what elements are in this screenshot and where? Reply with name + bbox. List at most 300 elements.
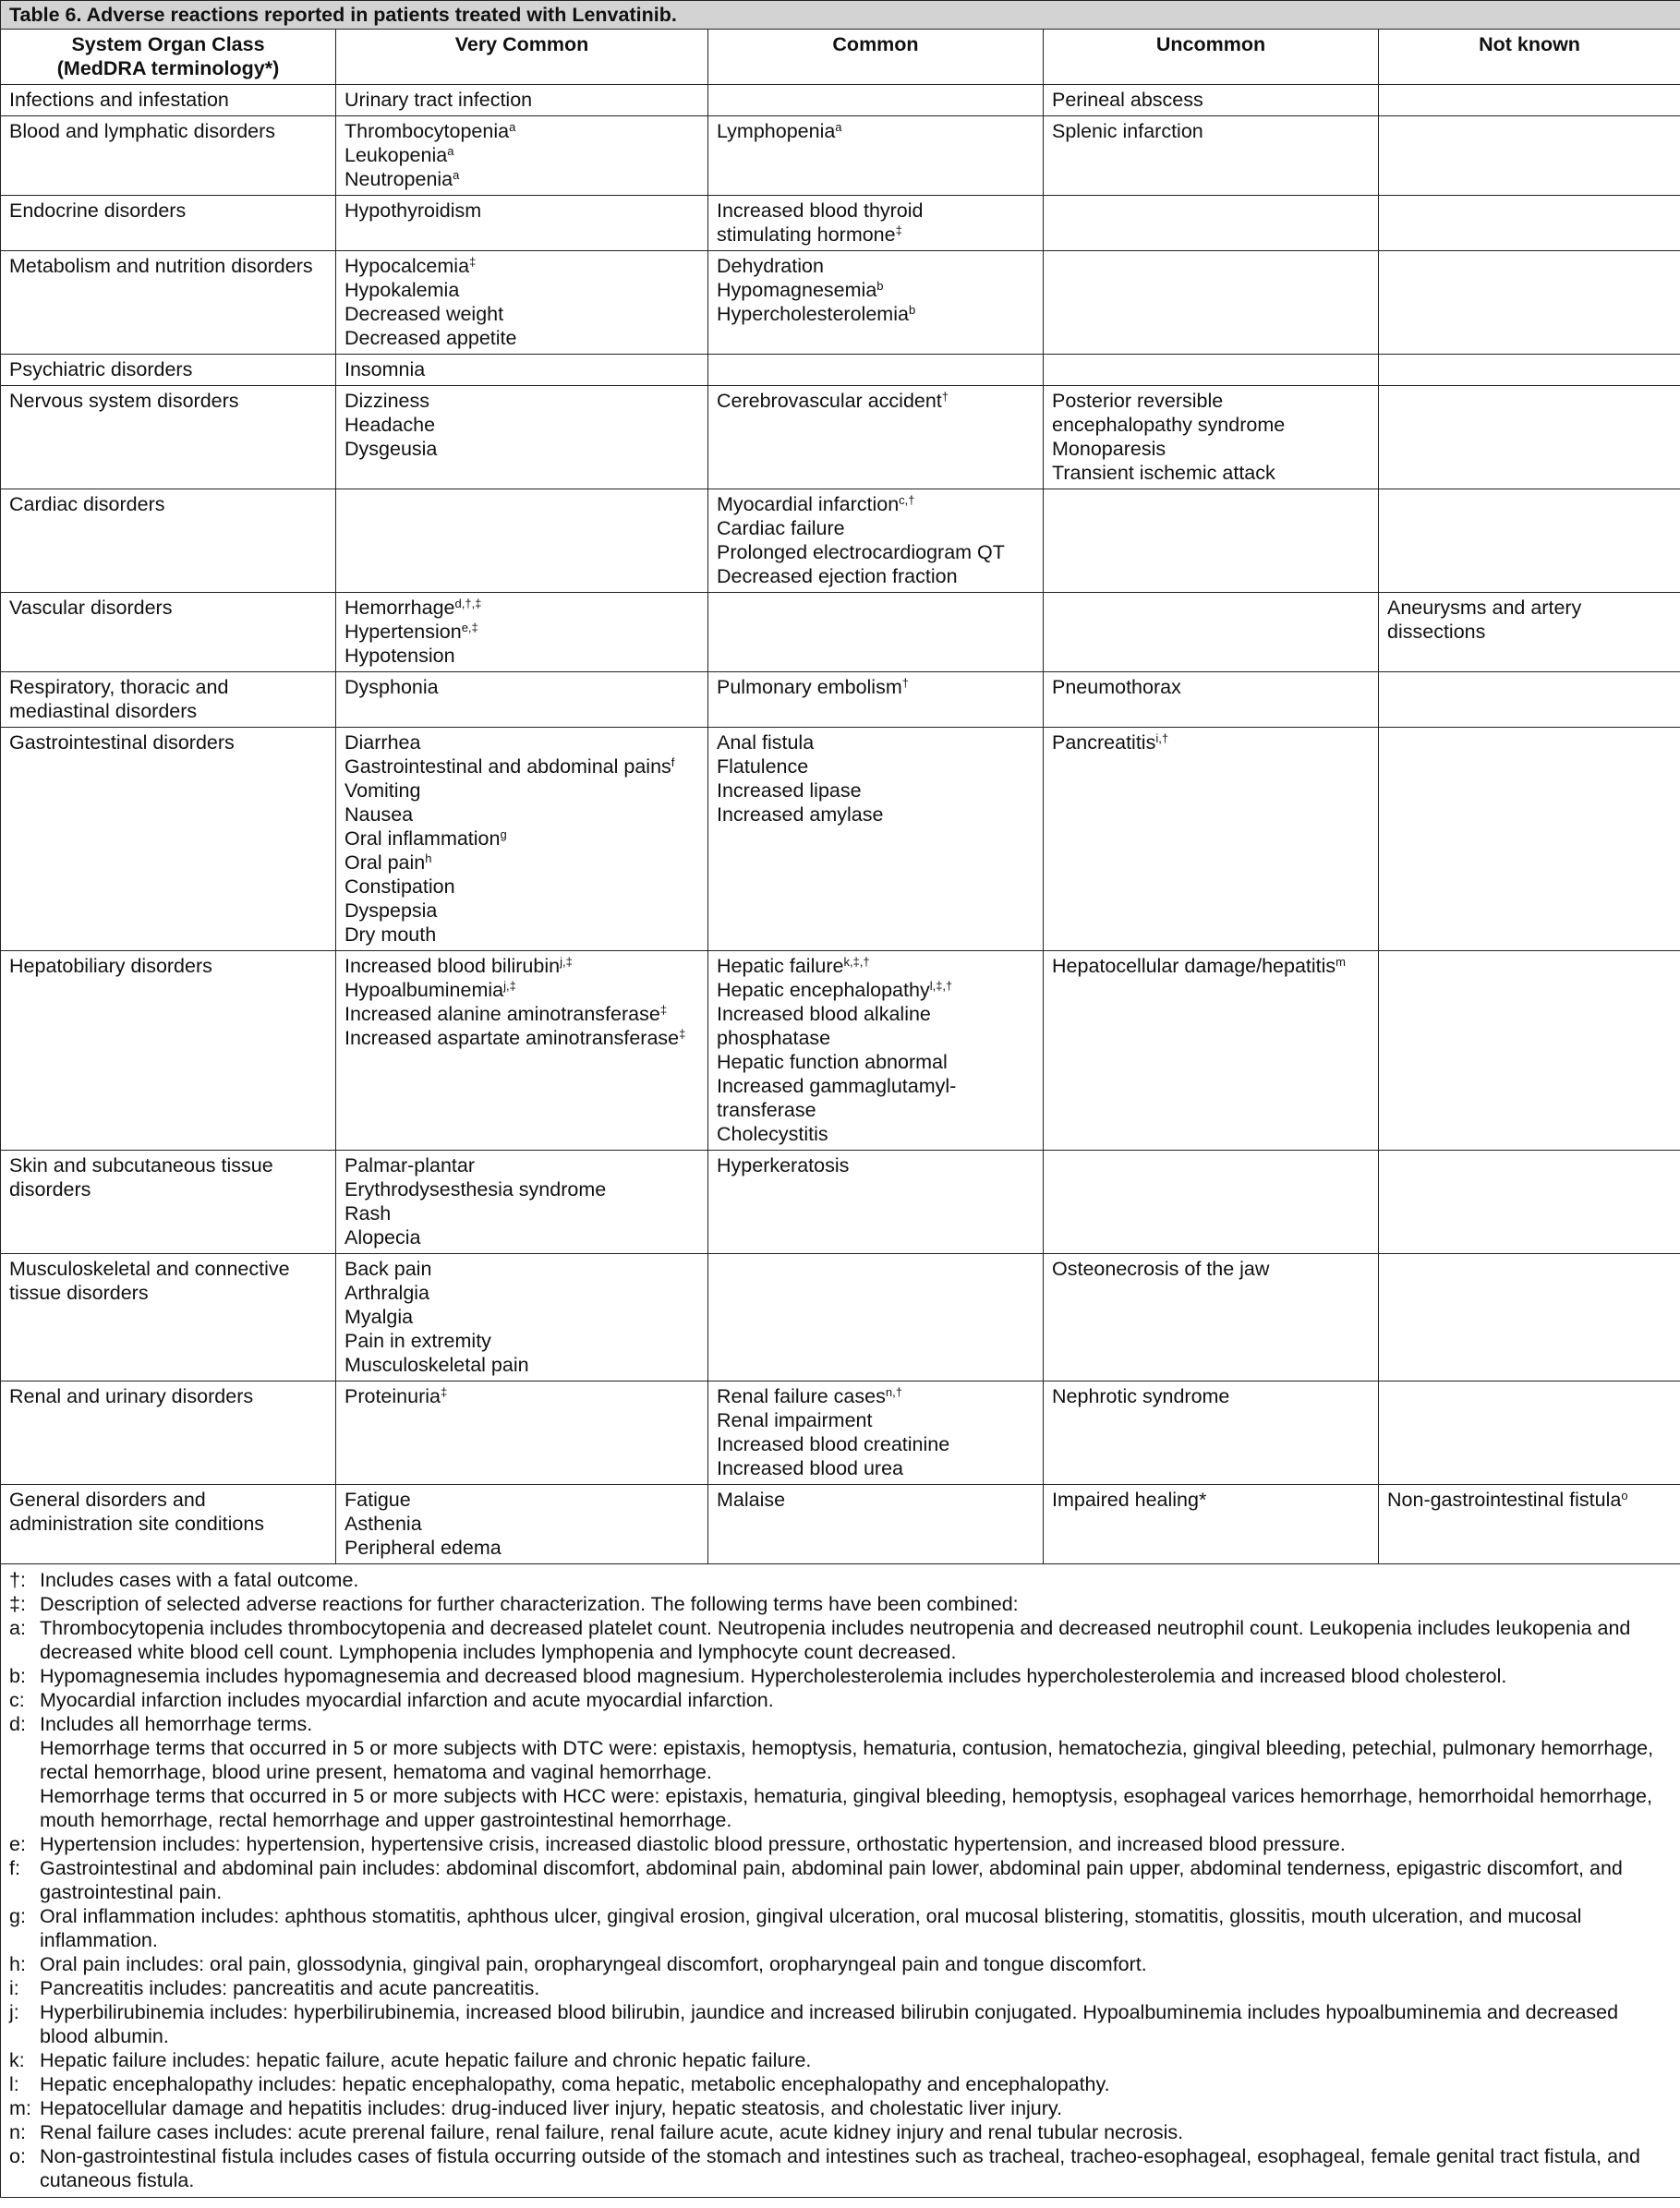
reaction-text: Myalgia bbox=[344, 1306, 414, 1328]
uncommon-cell bbox=[1044, 1151, 1379, 1254]
title-row bbox=[1, 1, 1680, 30]
table-row bbox=[1, 386, 1680, 489]
reaction-text: Increased alanine aminotransferase bbox=[344, 1003, 660, 1025]
footnote-ref: k,‡,† bbox=[843, 955, 870, 969]
organ-class-name: Blood and lymphatic disorders bbox=[9, 120, 276, 142]
reaction-text: Lymphopenia bbox=[717, 120, 836, 142]
footnote-text: Renal failure cases includes: acute prerenal failure, renal failure, renal failure acute, acute kidney injury and renal tubular necrosis. bbox=[40, 2121, 1184, 2143]
table-row bbox=[1, 1151, 1680, 1254]
reaction-term bbox=[717, 302, 1034, 326]
table-row bbox=[1, 196, 1680, 251]
organ-class-name: Vascular disorders bbox=[9, 597, 173, 619]
footnote-ref: m bbox=[1336, 955, 1347, 969]
footnote-text: Hemorrhage terms that occurred in 5 or more subjects with DTC were: epistaxis, hemoptysis, hematuria, contusion, hematochezia, gingival bleeding, petechial, pulmonary hemorrhage, rectal hemorrhage, blood urine present, hematoma and vaginal hemorrhage. bbox=[40, 1737, 1654, 1783]
reaction-term bbox=[717, 1098, 1034, 1122]
footnote-ref: j,‡ bbox=[503, 979, 516, 993]
reaction-term bbox=[717, 954, 1034, 978]
reaction-text: Gastrointestinal and abdominal pains bbox=[344, 755, 671, 778]
reaction-term bbox=[717, 1122, 1034, 1146]
reaction-term bbox=[344, 278, 699, 302]
reaction-text: Increased blood bilirubin bbox=[344, 955, 561, 977]
reaction-text: Diarrhea bbox=[344, 731, 421, 754]
common-cell bbox=[708, 489, 1044, 593]
reaction-text: Impaired healing* bbox=[1052, 1489, 1207, 1511]
not-known-cell bbox=[1379, 1254, 1680, 1382]
reaction-term bbox=[344, 1153, 699, 1177]
uncommon-cell bbox=[1044, 116, 1379, 196]
reaction-term bbox=[344, 1305, 699, 1329]
organ-class-name: mediastinal disorders bbox=[9, 700, 198, 722]
reaction-term bbox=[717, 1488, 1034, 1512]
footnote-text: Description of selected adverse reactions for further characterization. The following terms have been combined: bbox=[40, 1593, 1019, 1615]
reaction-text: Increased blood alkaline bbox=[717, 1003, 931, 1025]
table-head bbox=[1, 1, 1680, 85]
footnote-mark: m: bbox=[9, 2097, 31, 2119]
reaction-text: Oral pain bbox=[344, 851, 426, 874]
uncommon-cell bbox=[1044, 386, 1379, 489]
footnote bbox=[9, 1688, 1672, 1712]
reaction-text: Hepatocellular damage/hepatitis bbox=[1052, 955, 1336, 977]
reaction-term bbox=[717, 1074, 1034, 1098]
footnote-mark: l: bbox=[9, 2073, 19, 2095]
reaction-text: Hypomagnesemia bbox=[717, 279, 877, 301]
table-body bbox=[1, 85, 1680, 1564]
footnote-body bbox=[40, 1976, 1672, 2000]
reaction-text: Musculoskeletal pain bbox=[344, 1354, 529, 1376]
reaction-text: Thrombocytopenia bbox=[344, 120, 510, 142]
not-known-cell bbox=[1379, 672, 1680, 728]
reaction-term bbox=[1052, 437, 1370, 461]
uncommon-cell bbox=[1044, 251, 1379, 355]
reaction-term bbox=[344, 1384, 699, 1408]
reaction-term bbox=[717, 254, 1034, 278]
reaction-term bbox=[717, 1384, 1034, 1408]
not-known-cell bbox=[1379, 116, 1680, 196]
reaction-text: Palmar-plantar bbox=[344, 1154, 475, 1176]
reaction-term bbox=[1052, 730, 1370, 754]
reaction-term bbox=[717, 223, 1034, 247]
reaction-text: Erythrodysesthesia syndrome bbox=[344, 1178, 607, 1201]
footnote-text: Oral pain includes: oral pain, glossodynia, gingival pain, oropharyngeal discomfort, oropharyngeal pain and tongue discomfort. bbox=[40, 1953, 1147, 1975]
reaction-term bbox=[344, 675, 699, 699]
uncommon-cell bbox=[1044, 489, 1379, 593]
footnote-mark: g: bbox=[9, 1905, 26, 1927]
reaction-text: Increased amylase bbox=[717, 803, 884, 826]
uncommon-cell bbox=[1044, 1382, 1379, 1485]
footnote-ref: a bbox=[447, 144, 454, 158]
footnote-body bbox=[40, 1664, 1672, 1688]
organ-class-name: administration site conditions bbox=[9, 1513, 265, 1535]
reaction-text: Dehydration bbox=[717, 255, 824, 277]
table-row bbox=[1, 1382, 1680, 1485]
table-row bbox=[1, 1485, 1680, 1564]
organ-class-name: Musculoskeletal and connective bbox=[9, 1258, 290, 1280]
reaction-term bbox=[1052, 88, 1370, 112]
reaction-text: Hypokalemia bbox=[344, 279, 460, 301]
organ-class-cell bbox=[1, 355, 336, 386]
table-row bbox=[1, 672, 1680, 728]
footnote-body bbox=[40, 2000, 1672, 2048]
reaction-term bbox=[717, 754, 1034, 778]
footnotes-cell bbox=[1, 1564, 1680, 2198]
reaction-text: Renal failure cases bbox=[717, 1385, 886, 1407]
reaction-text: Arthralgia bbox=[344, 1282, 430, 1304]
reaction-term bbox=[344, 326, 699, 350]
very-common-cell bbox=[336, 672, 708, 728]
reaction-text: Dysphonia bbox=[344, 676, 439, 698]
uncommon-cell bbox=[1044, 728, 1379, 951]
footnote-mark: i: bbox=[9, 1977, 19, 1999]
reaction-text: Oral inflammation bbox=[344, 827, 501, 850]
reaction-text: Vomiting bbox=[344, 779, 421, 802]
footnote bbox=[9, 2120, 1672, 2144]
footnote-ref: a bbox=[835, 120, 842, 134]
footnote-body bbox=[40, 1616, 1672, 1664]
footnote-text: Oral inflammation includes: aphthous stomatitis, aphthous ulcer, gingival erosion, gingival ulceration, oral mucosal blistering, stomatitis, glossitis, mouth ulceration, and mucosal inflammation. bbox=[40, 1905, 1582, 1951]
reaction-term bbox=[717, 1050, 1034, 1074]
reaction-text: Dyspepsia bbox=[344, 899, 438, 922]
header-line: System Organ Class bbox=[71, 33, 265, 55]
common-cell bbox=[708, 1485, 1044, 1564]
footnote-body bbox=[40, 2120, 1672, 2144]
organ-class-cell bbox=[1, 251, 336, 355]
footnote bbox=[9, 1664, 1672, 1688]
uncommon-cell bbox=[1044, 593, 1379, 672]
reaction-term bbox=[344, 1281, 699, 1305]
reaction-text: Prolonged electrocardiogram QT bbox=[717, 541, 1005, 563]
reaction-term bbox=[1052, 1488, 1370, 1512]
reaction-text: Increased lipase bbox=[717, 779, 862, 802]
reaction-term bbox=[344, 923, 699, 947]
common-cell bbox=[708, 728, 1044, 951]
not-known-cell bbox=[1379, 386, 1680, 489]
reaction-term bbox=[1052, 119, 1370, 143]
organ-class-cell bbox=[1, 951, 336, 1151]
footnote-mark: d: bbox=[9, 1713, 26, 1735]
footnote-ref: ‡ bbox=[659, 1003, 668, 1017]
footnote-ref: c,† bbox=[899, 493, 915, 507]
footnote-body bbox=[40, 1568, 1672, 1592]
reaction-text: Hypercholesterolemia bbox=[717, 303, 909, 325]
not-known-cell bbox=[1379, 951, 1680, 1151]
footnote-ref: a bbox=[509, 120, 516, 134]
reaction-term bbox=[717, 1408, 1034, 1432]
organ-class-name: Nervous system disorders bbox=[9, 390, 239, 412]
reaction-term bbox=[344, 730, 699, 754]
reaction-term bbox=[717, 1456, 1034, 1480]
footnote-mark: b: bbox=[9, 1665, 26, 1687]
footnote-ref: † bbox=[901, 676, 909, 690]
reaction-term bbox=[344, 437, 699, 461]
common-cell bbox=[708, 593, 1044, 672]
organ-class-cell bbox=[1, 116, 336, 196]
uncommon-cell bbox=[1044, 1254, 1379, 1382]
reaction-text: Increased blood thyroid bbox=[717, 199, 924, 222]
reaction-term bbox=[717, 389, 1034, 413]
footnote-mark: c: bbox=[9, 1689, 25, 1711]
reaction-text: Pulmonary embolism bbox=[717, 676, 902, 698]
reaction-text: Nephrotic syndrome bbox=[1052, 1385, 1230, 1407]
reaction-term bbox=[344, 851, 699, 875]
reaction-term bbox=[344, 802, 699, 826]
reaction-text: Hypothyroidism bbox=[344, 199, 482, 222]
organ-class-cell bbox=[1, 1151, 336, 1254]
reaction-text: Rash bbox=[344, 1202, 392, 1225]
not-known-cell bbox=[1379, 355, 1680, 386]
footnote-text: Non-gastrointestinal fistula includes cases of fistula occurring outside of the stomach and intestines such as tracheal, tracheo-esophageal, esophageal, female genital tract fistula, and cutaneous fistula. bbox=[40, 2145, 1640, 2191]
footnote bbox=[9, 1616, 1672, 1664]
table-row bbox=[1, 1254, 1680, 1382]
very-common-cell bbox=[336, 116, 708, 196]
footnote-text: Pancreatitis includes: pancreatitis and acute pancreatitis. bbox=[40, 1977, 540, 1999]
table-footnotes bbox=[1, 1564, 1680, 2198]
footnote bbox=[9, 1712, 1672, 1832]
organ-class-name: Infections and infestation bbox=[9, 89, 229, 111]
header-common bbox=[708, 30, 1044, 85]
reaction-text: transferase bbox=[717, 1099, 816, 1121]
footnote-text: Hepatic failure includes: hepatic failure, acute hepatic failure and chronic hepatic failure. bbox=[40, 2049, 812, 2071]
reaction-term bbox=[344, 143, 699, 167]
very-common-cell bbox=[336, 85, 708, 116]
reaction-term bbox=[344, 357, 699, 381]
reaction-term bbox=[717, 199, 1034, 223]
header-line: Common bbox=[832, 33, 919, 55]
footnote bbox=[9, 2096, 1672, 2120]
reaction-text: Constipation bbox=[344, 875, 455, 898]
common-cell bbox=[708, 1151, 1044, 1254]
very-common-cell bbox=[336, 386, 708, 489]
common-cell bbox=[708, 951, 1044, 1151]
table-row bbox=[1, 116, 1680, 196]
footnote bbox=[9, 1904, 1672, 1952]
footnote-text: Hepatic encephalopathy includes: hepatic encephalopathy, coma hepatic, metabolic encephalopathy and encephalopathy. bbox=[40, 2073, 1110, 2095]
very-common-cell bbox=[336, 1485, 708, 1564]
reaction-term bbox=[344, 1225, 699, 1249]
reaction-text: Pancreatitis bbox=[1052, 731, 1156, 754]
footnote-mark: a: bbox=[9, 1617, 26, 1639]
header-system-organ-class bbox=[1, 30, 336, 85]
organ-class-cell bbox=[1, 386, 336, 489]
table-row bbox=[1, 251, 1680, 355]
very-common-cell bbox=[336, 355, 708, 386]
table-row bbox=[1, 355, 1680, 386]
organ-class-name: Metabolism and nutrition disorders bbox=[9, 255, 313, 277]
reaction-text: Osteonecrosis of the jaw bbox=[1052, 1258, 1270, 1280]
organ-class-name: tissue disorders bbox=[9, 1282, 149, 1304]
reaction-text: Insomnia bbox=[344, 358, 426, 380]
reaction-term bbox=[344, 88, 699, 112]
header-very-common bbox=[336, 30, 708, 85]
table-row bbox=[1, 951, 1680, 1151]
uncommon-cell bbox=[1044, 672, 1379, 728]
footnote-body bbox=[40, 2072, 1672, 2096]
reaction-text: Peripheral edema bbox=[344, 1537, 502, 1559]
reaction-text: Non-gastrointestinal fistula bbox=[1387, 1489, 1622, 1511]
reaction-term bbox=[717, 675, 1034, 699]
reaction-term bbox=[717, 802, 1034, 826]
reaction-term bbox=[344, 875, 699, 899]
organ-class-name: Endocrine disorders bbox=[9, 199, 187, 222]
reaction-text: Leukopenia bbox=[344, 144, 448, 166]
footnote-body bbox=[40, 1712, 1672, 1832]
organ-class-cell bbox=[1, 1485, 336, 1564]
organ-class-name: Renal and urinary disorders bbox=[9, 1385, 254, 1407]
reaction-text: Dizziness bbox=[344, 390, 429, 412]
footnote-ref: l,‡,† bbox=[929, 979, 953, 993]
reaction-term bbox=[717, 1002, 1034, 1026]
footnote-text: Includes all hemorrhage terms. bbox=[40, 1713, 313, 1735]
table-row bbox=[1, 728, 1680, 951]
reaction-text: Pain in extremity bbox=[344, 1330, 491, 1352]
not-known-cell bbox=[1379, 489, 1680, 593]
reaction-term bbox=[344, 1536, 699, 1560]
reaction-text: Monoparesis bbox=[1052, 438, 1166, 460]
reaction-term bbox=[344, 1026, 699, 1050]
reaction-text: Hemorrhage bbox=[344, 597, 455, 619]
reaction-term bbox=[1387, 620, 1672, 644]
reaction-text: Malaise bbox=[717, 1489, 786, 1511]
common-cell bbox=[708, 672, 1044, 728]
reaction-text: Back pain bbox=[344, 1258, 432, 1280]
footnote-ref: g bbox=[500, 827, 507, 841]
reaction-text: Dysgeusia bbox=[344, 438, 438, 460]
organ-class-cell bbox=[1, 1382, 336, 1485]
header-line: Uncommon bbox=[1155, 33, 1266, 55]
footnote-ref: f bbox=[671, 755, 675, 769]
reaction-term bbox=[1387, 596, 1672, 620]
not-known-cell bbox=[1379, 593, 1680, 672]
common-cell bbox=[708, 116, 1044, 196]
organ-class-name: disorders bbox=[9, 1178, 91, 1201]
organ-class-name: Skin and subcutaneous tissue bbox=[9, 1154, 273, 1176]
header-line: Very Common bbox=[454, 33, 589, 55]
reaction-term bbox=[717, 492, 1034, 516]
footnote bbox=[9, 2144, 1672, 2192]
not-known-cell bbox=[1379, 1382, 1680, 1485]
reaction-text: Pneumothorax bbox=[1052, 676, 1181, 698]
common-cell bbox=[708, 85, 1044, 116]
reaction-term bbox=[344, 1257, 699, 1281]
reaction-text: Fatigue bbox=[344, 1489, 411, 1511]
reaction-text: Hepatic encephalopathy bbox=[717, 979, 930, 1001]
footnote-ref: e,‡ bbox=[461, 621, 478, 634]
reaction-text: Posterior reversible bbox=[1052, 390, 1224, 412]
reaction-text: Increased aspartate aminotransferase bbox=[344, 1027, 680, 1049]
footnote-ref: n,† bbox=[885, 1385, 902, 1399]
organ-class-cell bbox=[1, 728, 336, 951]
reaction-term bbox=[717, 119, 1034, 143]
reaction-term bbox=[1052, 389, 1370, 413]
organ-class-cell bbox=[1, 593, 336, 672]
footnote-text: Hypertension includes: hypertension, hypertensive crisis, increased diastolic blood pressure, orthostatic hypertension, and increased blood pressure. bbox=[40, 1833, 1346, 1855]
reaction-term bbox=[717, 778, 1034, 802]
very-common-cell bbox=[336, 489, 708, 593]
reaction-term bbox=[344, 199, 699, 223]
not-known-cell bbox=[1379, 251, 1680, 355]
reaction-text: Hypocalcemia bbox=[344, 255, 470, 277]
reaction-term bbox=[344, 954, 699, 978]
footnote-ref: i,† bbox=[1155, 731, 1169, 745]
footnote-mark: o: bbox=[9, 2145, 26, 2167]
reaction-term bbox=[344, 826, 699, 851]
very-common-cell bbox=[336, 1382, 708, 1485]
reaction-term bbox=[344, 1201, 699, 1225]
common-cell bbox=[708, 251, 1044, 355]
footnote-body bbox=[40, 1832, 1672, 1856]
footnote-ref: b bbox=[876, 279, 884, 293]
reaction-text: Hypotension bbox=[344, 645, 455, 667]
footnote-text: Hepatocellular damage and hepatitis includes: drug-induced liver injury, hepatic steatosis, and cholestatic liver injury. bbox=[40, 2097, 1063, 2119]
reaction-term bbox=[717, 540, 1034, 564]
reaction-text: Decreased appetite bbox=[344, 327, 517, 349]
reaction-text: Increased blood creatinine bbox=[717, 1433, 950, 1455]
reaction-term bbox=[1052, 1384, 1370, 1408]
common-cell bbox=[708, 386, 1044, 489]
footnote-text: Hypomagnesemia includes hypomagnesemia and decreased blood magnesium. Hypercholesterolemia includes hypercholesterolemia and increased blood cholesterol. bbox=[40, 1665, 1507, 1687]
reaction-term bbox=[717, 1153, 1034, 1177]
table-title: Table 6. Adverse reactions reported in patients treated with Lenvatinib. bbox=[1, 1, 1680, 30]
footnote-ref: b bbox=[908, 303, 916, 317]
uncommon-cell bbox=[1044, 196, 1379, 251]
footnote-ref: j,‡ bbox=[560, 955, 573, 969]
footnote-mark: k: bbox=[9, 2049, 25, 2071]
footnote-ref: ‡ bbox=[679, 1027, 686, 1041]
footnote-mark: e: bbox=[9, 1833, 26, 1855]
footnote bbox=[9, 1592, 1672, 1616]
footnote-text: Myocardial infarction includes myocardial infarction and acute myocardial infarction. bbox=[40, 1689, 774, 1711]
reaction-text: encephalopathy syndrome bbox=[1052, 414, 1286, 436]
reaction-text: Urinary tract infection bbox=[344, 89, 533, 111]
footnote-mark: f: bbox=[9, 1857, 20, 1879]
uncommon-cell bbox=[1044, 951, 1379, 1151]
footnote-mark: h: bbox=[9, 1953, 26, 1975]
reaction-text: Myocardial infarction bbox=[717, 493, 900, 515]
reaction-term bbox=[344, 119, 699, 143]
reaction-text: Neutropenia bbox=[344, 168, 453, 190]
footnote-ref: ‡ bbox=[895, 223, 902, 237]
reaction-term bbox=[1052, 675, 1370, 699]
header-row bbox=[1, 30, 1680, 85]
footnote bbox=[9, 1568, 1672, 1592]
organ-class-name: Psychiatric disorders bbox=[9, 358, 193, 380]
reaction-term bbox=[344, 413, 699, 437]
very-common-cell bbox=[336, 728, 708, 951]
organ-class-cell bbox=[1, 672, 336, 728]
footnote-ref: ‡ bbox=[440, 1385, 448, 1399]
not-known-cell bbox=[1379, 196, 1680, 251]
reaction-text: Hypoalbuminemia bbox=[344, 979, 504, 1001]
common-cell bbox=[708, 1382, 1044, 1485]
reaction-term bbox=[344, 596, 699, 620]
reaction-text: phosphatase bbox=[717, 1027, 831, 1049]
organ-class-cell bbox=[1, 489, 336, 593]
reaction-term bbox=[344, 254, 699, 278]
footnote-mark: †: bbox=[9, 1569, 26, 1591]
organ-class-cell bbox=[1, 196, 336, 251]
reaction-term bbox=[344, 1177, 699, 1201]
very-common-cell bbox=[336, 1254, 708, 1382]
uncommon-cell bbox=[1044, 85, 1379, 116]
reaction-text: Cerebrovascular accident bbox=[717, 390, 942, 412]
footnote-text: Hyperbilirubinemia includes: hyperbilirubinemia, increased blood bilirubin, jaundice and increased bilirubin conjugated. Hypoalbuminemia includes hypoalbuminemia and decreased blood albumin. bbox=[40, 2001, 1619, 2047]
reaction-text: Cholecystitis bbox=[717, 1123, 828, 1145]
footnote-body bbox=[40, 2144, 1672, 2192]
reaction-text: Hepatic failure bbox=[717, 955, 844, 977]
reaction-text: dissections bbox=[1387, 621, 1486, 643]
footnote-mark: ‡: bbox=[9, 1593, 26, 1615]
reaction-text: Splenic infarction bbox=[1052, 120, 1203, 142]
footnote-ref: † bbox=[941, 390, 949, 404]
